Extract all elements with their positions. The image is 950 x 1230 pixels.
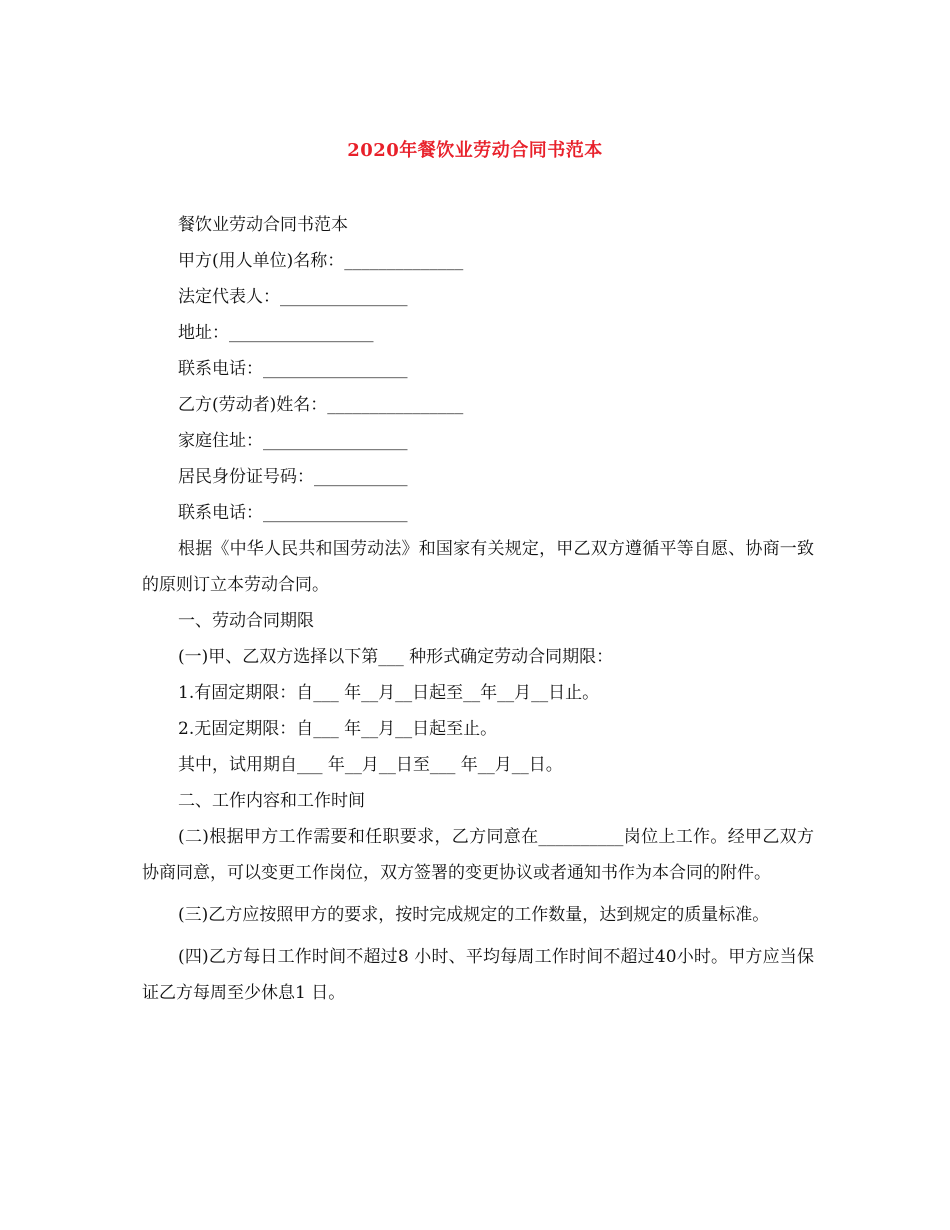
field-employee-name: 乙方(劳动者)姓名：________________ <box>178 395 464 415</box>
section-1-title: 一、劳动合同期限 <box>178 611 314 631</box>
preamble-paragraph: 根据《中华人民共和国劳动法》和国家有关规定，甲乙双方遵循平等自愿、协商一致的原则订立本劳动合同。 <box>142 539 814 595</box>
section-2-clause-4: (四)乙方每日工作时间不超过8 小时、平均每周工作时间不超过40小时。甲方应当保证乙方每周至少休息1 日。 <box>142 947 814 1003</box>
field-id-number: 居民身份证号码：___________ <box>178 467 408 487</box>
section-2-clause-3: (三)乙方应按照甲方的要求，按时完成规定的工作数量，达到规定的质量标准。 <box>178 905 770 925</box>
field-legal-representative: 法定代表人：_______________ <box>178 287 408 307</box>
field-employer-name: 甲方(用人单位)名称：______________ <box>178 251 464 271</box>
section-1-clause-1: (一)甲、乙双方选择以下第___ 种形式确定劳动合同期限： <box>178 647 614 667</box>
section-1-option-fixed-term: 1.有固定期限：自___ 年__月__日起至__年__月__日止。 <box>178 683 600 703</box>
field-home-address: 家庭住址：_________________ <box>178 431 408 451</box>
field-employee-phone: 联系电话：_________________ <box>178 503 408 523</box>
field-employer-phone: 联系电话：_________________ <box>178 359 408 379</box>
contract-heading: 餐饮业劳动合同书范本 <box>178 215 348 235</box>
section-2-title: 二、工作内容和工作时间 <box>178 791 365 811</box>
document-body <box>142 207 814 1011</box>
section-2-clause-2: (二)根据甲方工作需要和任职要求，乙方同意在__________岗位上工作。经甲乙双方协商同意，可以变更工作岗位，双方签署的变更协议或者通知书作为本合同的附件。 <box>142 827 814 883</box>
section-1-probation: 其中，试用期自___ 年__月__日至___ 年__月__日。 <box>178 755 563 775</box>
field-address: 地址：_________________ <box>178 323 374 343</box>
document-title: 2020年餐饮业劳动合同书范本 <box>347 140 603 161</box>
section-1-option-open-term: 2.无固定期限：自___ 年__月__日起至止。 <box>178 719 498 739</box>
